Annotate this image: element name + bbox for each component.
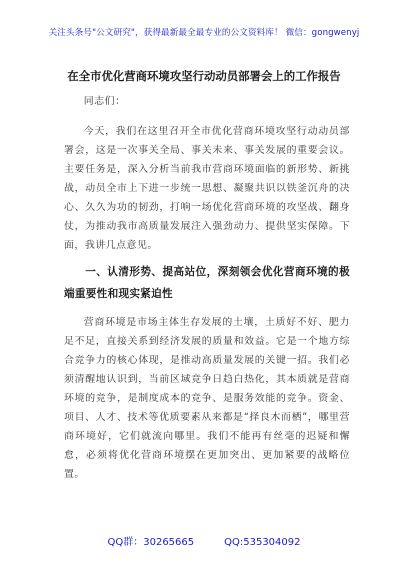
document-title: 在全市优化营商环境攻坚行动动员部署会上的工作报告 [67,69,341,83]
greeting: 同志们： [83,96,126,107]
header-promo-note: 关注头条号"公文研究"，获得最新最全最专业的公文资料库！ 微信：gongwenyj [48,28,360,38]
qq-group-number: QQ群：30265665 [107,537,195,548]
footer-contact [0,533,408,548]
qq-number: QQ:535304092 [224,537,301,548]
document-body [64,92,350,484]
body-paragraph: 营商环境是市场主体生存发展的土壤，土质好不好、肥力足不足，直接关系到经济发展的质量和效益。它是一个地方综合竞争力的核心体现，是推动高质量发展的关键一招。我们必须清醒地认识到，当前区域竞争日趋白热化，其本质就是营商环境的竞争，是制度成本的竞争、是服务效能的竞争。资金、项目、人才、技术等优质要素从来都是“择良木而栖”，哪里营商环境好，它们就流向哪里。我们不能再有丝毫的迟疑和懈怠，必须将优化营商环境摆在更加突出、更加紧要的战略位置。 [64,317,350,480]
body-paragraph: 今天，我们在这里召开全市优化营商环境攻坚行动动员部署会，这是一次事关全局、事关未来、事关发展的重要会议。主要任务是，深入分析当前我市营商环境面临的新形势、新挑战，动员全市上下进一步统一思想、凝聚共识以铁釜沉舟的决心、久久为功的韧劲，打响一场优化营商环境的攻坚战、翻身仗，为推动我市高质量发展注入强劲动力、提供坚实保障。下面，我讲几点意见。 [64,126,350,251]
section-heading: 一、认清形势、提高站位，深刻领会优化营商环境的极端重要性和现实紧迫性 [64,266,350,300]
